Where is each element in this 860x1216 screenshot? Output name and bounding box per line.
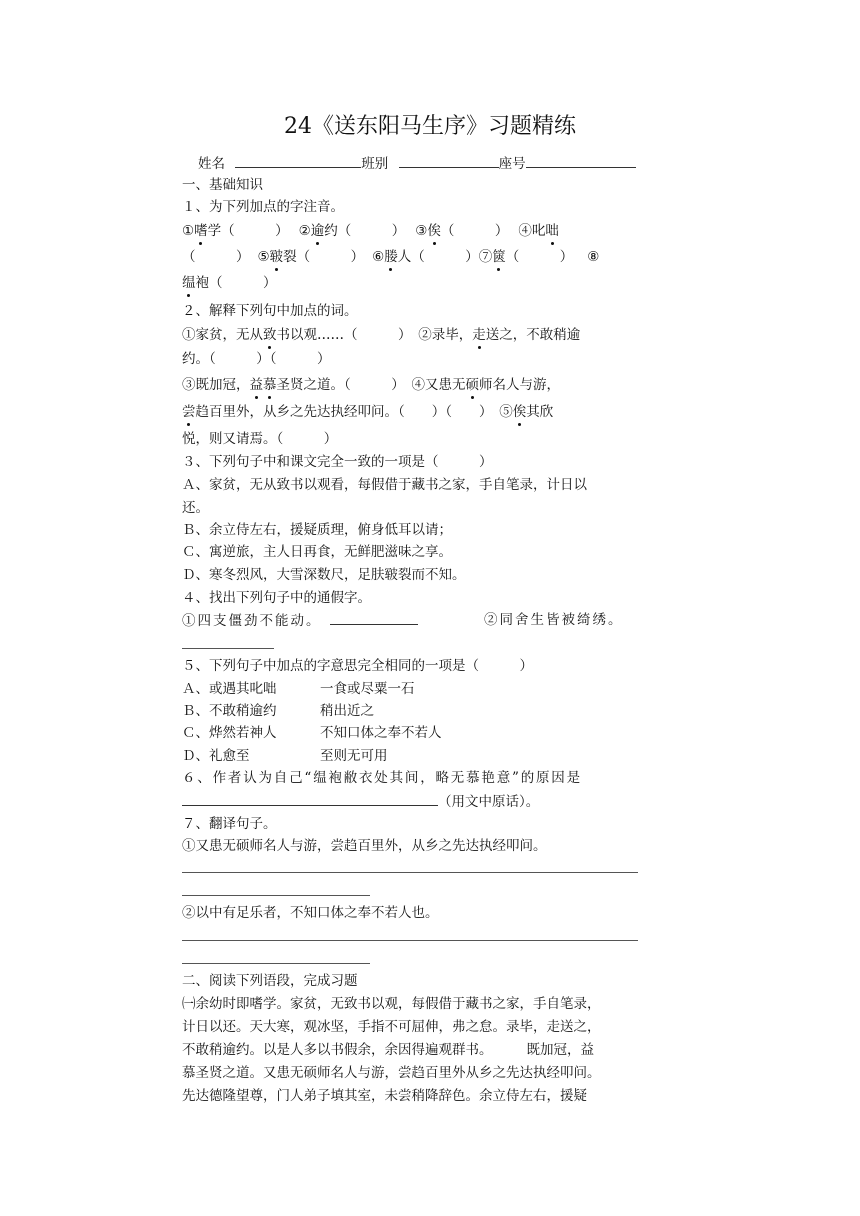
q1-line2 <box>182 247 642 267</box>
q2-text: ③既加冠， <box>182 377 250 393</box>
q2-text: 师名人与游， <box>479 377 560 393</box>
q1-item1-post: 学（ ） <box>207 223 289 239</box>
passage-line-4: 慕圣贤之道。又患无硕师名人与游，尝趋百里外从乡之先达执经叩问。 <box>182 1065 601 1081</box>
q2-text: 其欣 <box>526 404 554 420</box>
q3-prompt: ３、下列句子中和课文完全一致的一项是（ ） <box>182 454 493 470</box>
q1-item6-dotted-char: 媵 <box>384 249 398 265</box>
q2-prompt: ２、解释下列句中加点的词。 <box>182 303 358 319</box>
q2-text: 趋百里外，从乡之先达执经叩问。（ ）（ ） ⑤ <box>195 404 513 420</box>
q2-line4 <box>182 402 642 422</box>
q1-item1-pre: ① <box>182 223 195 239</box>
q5-option-c-right: 不知口体之奉不若人 <box>320 725 442 741</box>
q1-item3-dotted-char: 俟 <box>427 223 441 239</box>
section2-heading: 二、阅读下列语段，完成习题 <box>182 973 358 989</box>
q3-option-a: Ａ、家贫，无从致书以观看，每假借于藏书之家，手自笔录，计日以 <box>182 477 587 493</box>
q2-text: 送之，不敢稍逾 <box>485 327 581 343</box>
q1-item1-dotted-char: 嗜 <box>194 223 208 239</box>
passage-line-3a: 不敢稍逾约。以是人多以书假余，余因得遍观群书。 <box>182 1042 493 1058</box>
q1-item3-pre: ③ <box>415 223 428 239</box>
q2-dotted-char: 慕 <box>263 377 277 393</box>
q5-option-a-left: Ａ、或遇其叱咄 <box>182 681 277 697</box>
q1-item8-post: 袍（ ） <box>195 275 277 291</box>
page-title: 24《送东阳马生序》习题精练 <box>284 114 576 139</box>
q1-item6-pre: ⑥ <box>372 249 385 265</box>
q2-line2: 约。（ ）（ ） <box>182 351 331 367</box>
q6-prompt: ６、作者认为自己“缊袍敝衣处其间，略无慕艳意”的原因是 <box>182 770 582 786</box>
q1-item5-dotted-char: 皲 <box>269 249 284 265</box>
q6-suffix: （用文中原话）。 <box>438 794 540 810</box>
q2-line1 <box>182 325 642 345</box>
q5-option-d-right: 至则无可用 <box>320 748 388 764</box>
q1-item3-post: （ ） <box>440 223 509 239</box>
q1-item5-post: 裂（ ） <box>283 249 365 265</box>
q2-dotted-char: 益 <box>249 377 263 393</box>
q1-item8-dotted-char: 缊 <box>182 275 196 291</box>
q1-item7-post: （ ） <box>505 249 574 265</box>
q7-prompt: ７、翻译句子。 <box>182 816 277 832</box>
passage-line-1: ㈠余幼时即嗜学。家贫，无致书以观，每假借于藏书之家，手自笔录， <box>182 996 601 1012</box>
seat-label: 座号 <box>498 156 526 172</box>
student-info-row <box>198 153 658 174</box>
name-blank[interactable] <box>235 153 361 168</box>
q2-dotted-char: 俟 <box>512 404 527 420</box>
q1-item8-pre: ⑧ <box>587 249 600 265</box>
q1-item4-pre: ④叱 <box>518 223 546 239</box>
seat-blank[interactable] <box>526 153 636 168</box>
q5-option-c-left: Ｃ、烨然若神人 <box>182 725 277 741</box>
q3-option-a-cont: 还。 <box>182 500 209 516</box>
q5-prompt: ５、下列句子中加点的字意思完全相同的一项是（ ） <box>182 658 533 674</box>
q1-line3 <box>182 273 642 293</box>
q4-sentence-1: ①四支僵劲不能动。 <box>182 613 322 629</box>
q2-dotted-char: 走 <box>472 327 486 343</box>
q4-answer-blank-2[interactable] <box>182 648 274 649</box>
q1-item2-pre: ② <box>298 223 311 239</box>
q5-option-b-left: Ｂ、不敢稍逾约 <box>182 703 277 719</box>
q1-item6-post: 人（ ）⑦ <box>397 249 493 265</box>
q7-answer-line-2a[interactable] <box>182 940 638 941</box>
q2-text: 书以观……（ ） ②录毕， <box>276 327 473 343</box>
q1-prompt: １、为下列加点的字注音。 <box>182 199 344 215</box>
q1-line1 <box>182 221 642 241</box>
q2-line3 <box>182 375 642 395</box>
q1-item4-blank: （ ） <box>182 249 250 265</box>
class-blank[interactable] <box>399 153 499 168</box>
q2-dotted-char: 尝 <box>182 404 196 420</box>
q3-option-b: Ｂ、余立侍左右，援疑质理，俯身低耳以请； <box>182 522 452 538</box>
q2-text: ①家贫，无从 <box>182 327 263 343</box>
q1-item5-pre: ⑤ <box>257 249 270 265</box>
passage-line-5: 先达德隆望尊，门人弟子填其室，未尝稍降辞色。余立侍左右，援疑 <box>182 1088 587 1104</box>
q2-line5: 悦，则又请焉。（ ） <box>182 431 338 447</box>
q6-answer-blank[interactable] <box>182 791 438 806</box>
q2-dotted-char: 硕 <box>465 377 479 393</box>
q5-option-d-left: Ｄ、礼愈至 <box>182 748 250 764</box>
q3-option-d: Ｄ、寒冬烈风，大雪深数尺，足肤皲裂而不知。 <box>182 567 466 583</box>
passage-line-3 <box>182 1040 642 1060</box>
q4-prompt: ４、找出下列句子中的通假字。 <box>182 590 371 606</box>
passage-line-3b: 既加冠，益 <box>526 1042 594 1058</box>
q1-item4-dotted-char: 咄 <box>545 223 559 239</box>
q7-sentence-2: ②以中有足乐者，不知口体之奉不若人也。 <box>182 905 439 921</box>
q1-item2-dotted-char: 逾 <box>310 223 325 239</box>
q6-answer-line <box>182 791 642 812</box>
q1-item7-dotted-char: 篋 <box>492 249 506 265</box>
section1-heading: 一、基础知识 <box>182 177 263 193</box>
passage-line-2: 计日以还。天大寒，观冰坚，手指不可屈伸，弗之怠。录毕，走送之， <box>182 1019 601 1035</box>
q5-option-a-right: 一食或尽粟一石 <box>320 681 415 697</box>
q7-answer-line-1b[interactable] <box>182 895 370 896</box>
q2-text: 圣贤之道。（ ） ④又患无 <box>276 377 466 393</box>
class-label: 班别 <box>361 156 389 172</box>
q7-answer-line-1a[interactable] <box>182 872 638 873</box>
q4-answer-blank-1[interactable] <box>330 610 418 625</box>
q3-option-c: Ｃ、寓逆旅，主人日再食，无鲜肥滋味之享。 <box>182 544 452 560</box>
q5-option-b-right: 稍出近之 <box>320 703 374 719</box>
q2-dotted-char: 致 <box>263 327 277 343</box>
q1-item2-post: 约（ ） <box>324 223 406 239</box>
q7-sentence-1: ①又患无硕师名人与游，尝趋百里外，从乡之先达执经叩问。 <box>182 838 547 854</box>
q7-answer-line-2b[interactable] <box>182 963 370 964</box>
name-label: 姓名 <box>198 156 225 172</box>
q4-sentence-2: ②同舍生皆被绮绣。 <box>484 612 624 628</box>
